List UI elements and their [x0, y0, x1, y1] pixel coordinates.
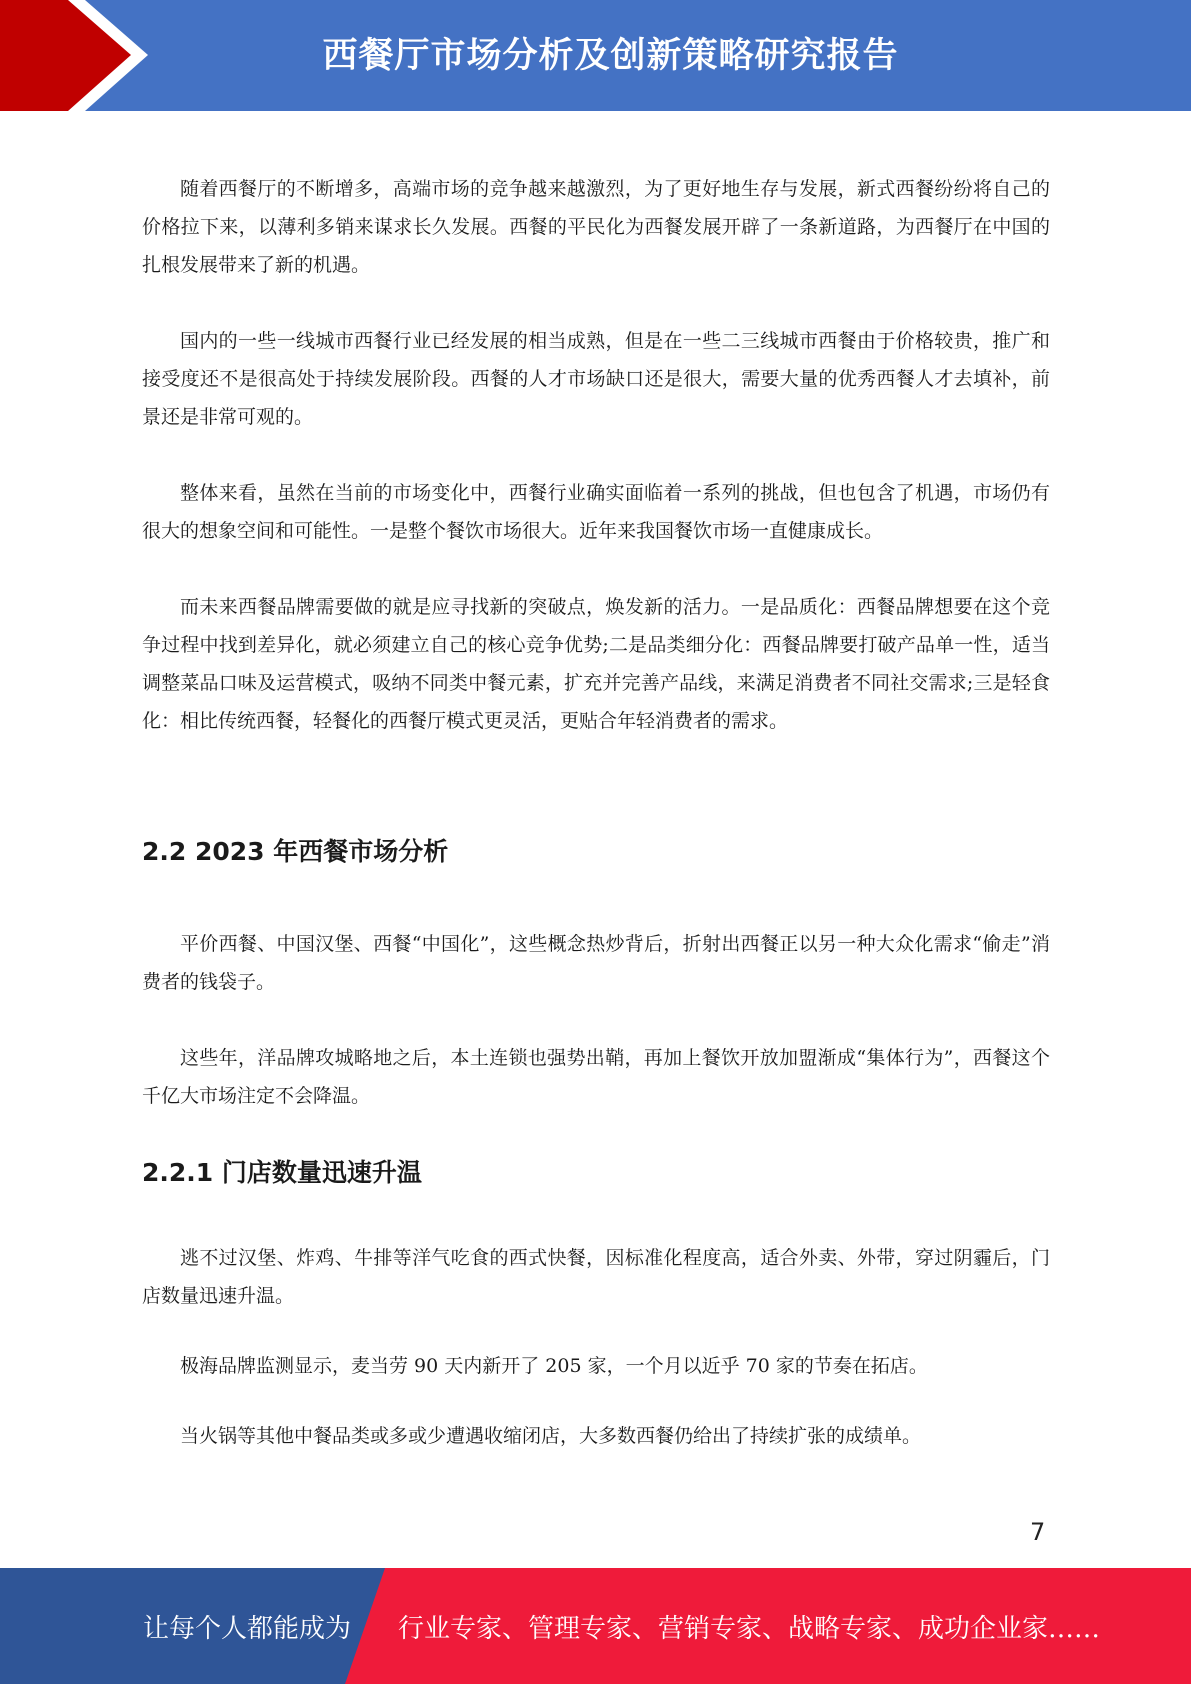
footer-slogan: 让每个人都能成为: [143, 1613, 352, 1644]
paragraph: 极海品牌监测显示，麦当劳 90 天内新开了 205 家，一个月以近乎 70 家的节奏在拓店。: [180, 1355, 928, 1377]
report-title: 西餐厅市场分析及创新策略研究报告: [322, 36, 899, 76]
paragraph: 当火锅等其他中餐品类或多或少遭遇收缩闭店，大多数西餐仍给出了持续扩张的成绩单。: [180, 1425, 922, 1447]
subsection-heading: 2.2.1 门店数量迅速升温: [142, 1158, 422, 1187]
paragraph: 国内的一些一线城市西餐行业已经发展的相当成熟，但是在一些二三线城市西餐由于价格较贵，推广和接受度还不是很高处于持续发展阶段。西餐的人才市场缺口还是很大，需要大量的优秀西餐人才去填补，前景还是非常可观的。: [142, 330, 1050, 428]
report-header: [0, 0, 1191, 111]
document-body: [142, 170, 1050, 1455]
footer-roles: 行业专家、管理专家、营销专家、战略专家、成功企业家……: [398, 1613, 1101, 1644]
paragraph: 整体来看，虽然在当前的市场变化中，西餐行业确实面临着一系列的挑战，但也包含了机遇，市场仍有很大的想象空间和可能性。一是整个餐饮市场很大。近年来我国餐饮市场一直健康成长。: [142, 482, 1050, 542]
paragraph: 这些年，洋品牌攻城略地之后，本土连锁也强势出鞘，再加上餐饮开放加盟渐成“集体行为”，西餐这个千亿大市场注定不会降温。: [142, 1047, 1050, 1107]
paragraph: 逃不过汉堡、炸鸡、牛排等洋气吃食的西式快餐，因标准化程度高，适合外卖、外带，穿过阴霾后，门店数量迅速升温。: [142, 1247, 1050, 1307]
paragraph: 平价西餐、中国汉堡、西餐“中国化”，这些概念热炒背后，折射出西餐正以另一种大众化需求“偷走”消费者的钱袋子。: [142, 933, 1050, 993]
page-number: 7: [1030, 1518, 1046, 1546]
section-heading: 2.2 2023 年西餐市场分析: [142, 837, 449, 866]
paragraph: 随着西餐厅的不断增多，高端市场的竞争越来越激烈，为了更好地生存与发展，新式西餐纷纷将自己的价格拉下来，以薄利多销来谋求长久发展。西餐的平民化为西餐发展开辟了一条新道路，为西餐厅在中国的扎根发展带来了新的机遇。: [142, 178, 1050, 276]
paragraph: 而未来西餐品牌需要做的就是应寻找新的突破点，焕发新的活力。一是品质化：西餐品牌想要在这个竞争过程中找到差异化，就必须建立自己的核心竞争优势;二是品类细分化：西餐品牌要打破产品单一性，适当调整菜品口味及运营模式，吸纳不同类中餐元素，扩充并完善产品线，来满足消费者不同社交需求;三是轻食化：相比传统西餐，轻餐化的西餐厅模式更灵活，更贴合年轻消费者的需求。: [142, 596, 1050, 732]
report-footer: [0, 1568, 1191, 1684]
